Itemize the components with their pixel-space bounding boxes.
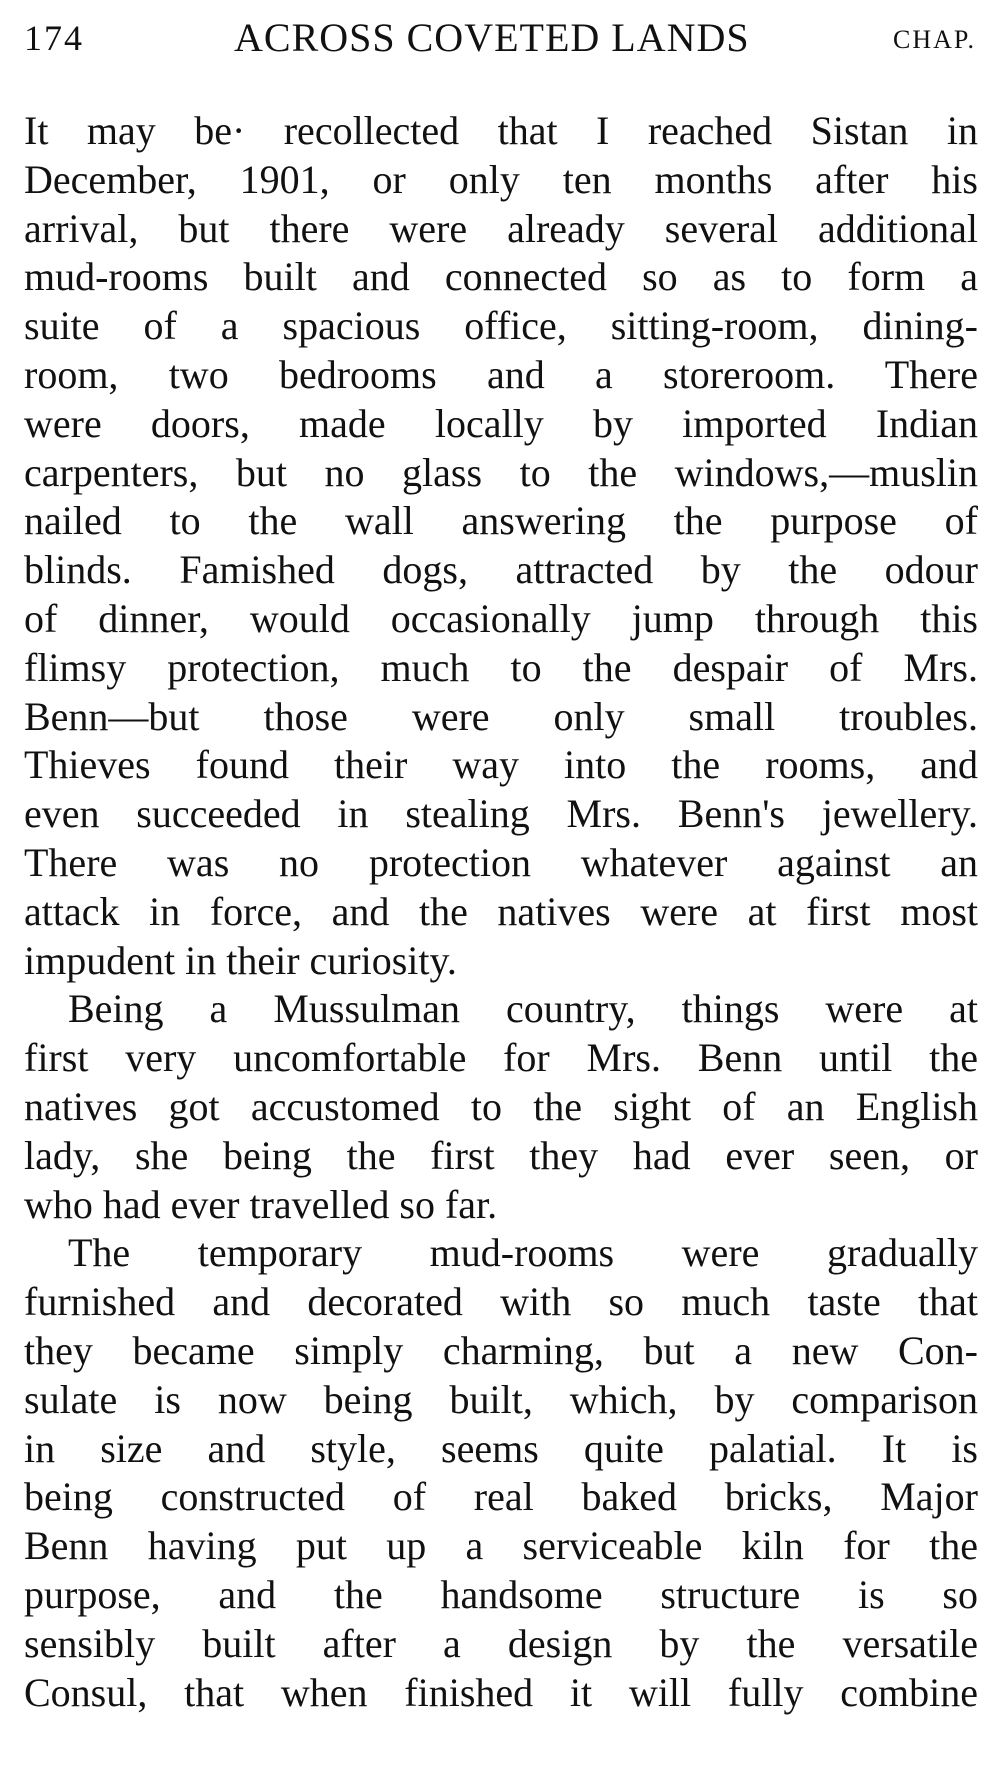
text-line: It may be· recollected that I reached Sistan in bbox=[24, 108, 978, 153]
page-number: 174 bbox=[24, 18, 84, 58]
paragraph bbox=[24, 1229, 978, 1717]
paragraph bbox=[24, 985, 978, 1229]
text-line: nailed to the wall answering the purpose of bbox=[24, 498, 978, 544]
text-line: mud-rooms built and connected so as to form a bbox=[24, 254, 978, 300]
text-line: sulate is now being built, which, by comparison bbox=[24, 1376, 978, 1422]
text-line: they became simply charming, but a new Con- bbox=[24, 1327, 978, 1373]
text-line: Being a Mussulman country, things were at bbox=[68, 986, 978, 1032]
text-line: Benn having put up a serviceable kiln for the bbox=[24, 1523, 978, 1569]
text-line: carpenters, but no glass to the windows,—muslin bbox=[24, 449, 978, 495]
text-line: lady, she being the first they had ever seen, or bbox=[24, 1132, 978, 1178]
running-title: ACROSS COVETED LANDS bbox=[234, 15, 750, 60]
text-line: room, two bedrooms and a storeroom. There bbox=[24, 351, 978, 397]
text-line: even succeeded in stealing Mrs. Benn's jewellery. bbox=[24, 791, 978, 837]
text-line: The temporary mud-rooms were gradually bbox=[68, 1230, 978, 1276]
text-line: arrival, but there were already several additional bbox=[24, 205, 978, 251]
text-line: attack in force, and the natives were at first most bbox=[24, 888, 978, 934]
body-text bbox=[24, 107, 978, 1717]
text-line: in size and style, seems quite palatial. It is bbox=[24, 1425, 978, 1471]
running-header bbox=[24, 14, 976, 62]
text-line: impudent in their curiosity. bbox=[24, 937, 457, 983]
paragraph bbox=[24, 107, 978, 985]
text-line: being constructed of real baked bricks, Major bbox=[24, 1474, 978, 1520]
text-line: first very uncomfortable for Mrs. Benn until the bbox=[24, 1035, 978, 1081]
text-line: Benn—but those were only small troubles. bbox=[24, 693, 978, 739]
text-line: Thieves found their way into the rooms, and bbox=[24, 742, 978, 788]
text-line: December, 1901, or only ten months after his bbox=[24, 156, 978, 202]
text-line: who had ever travelled so far. bbox=[24, 1181, 498, 1227]
text-line: There was no protection whatever against an bbox=[24, 839, 978, 885]
text-line: furnished and decorated with so much taste that bbox=[24, 1279, 978, 1325]
text-line: purpose, and the handsome structure is so bbox=[24, 1571, 978, 1617]
text-line: flimsy protection, much to the despair of Mrs. bbox=[24, 644, 978, 690]
chapter-label: CHAP. bbox=[893, 25, 976, 54]
text-line: of dinner, would occasionally jump through this bbox=[24, 595, 978, 641]
text-line: Consul, that when finished it will fully combine bbox=[24, 1669, 978, 1715]
text-line: sensibly built after a design by the versatile bbox=[24, 1620, 978, 1666]
text-line: were doors, made locally by imported Indian bbox=[24, 400, 978, 446]
text-line: blinds. Famished dogs, attracted by the odour bbox=[24, 547, 978, 593]
text-line: natives got accustomed to the sight of an English bbox=[24, 1083, 978, 1129]
text-line: suite of a spacious office, sitting-room, dining- bbox=[24, 303, 978, 349]
